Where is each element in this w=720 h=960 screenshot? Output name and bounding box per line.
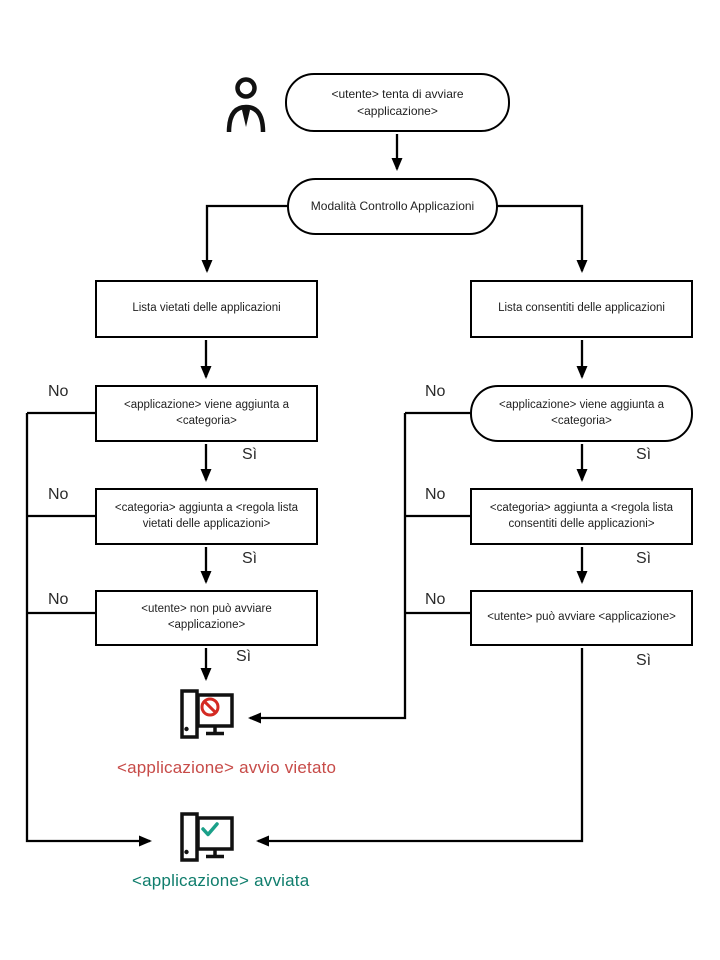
label-yes-allow-rule: Sì (636, 550, 652, 567)
label-yes-deny-rule: Sì (242, 550, 258, 567)
label-no-deny-rule: No (48, 486, 69, 503)
connector-mode-to-denylist (207, 206, 288, 271)
label-yes-deny-user: Sì (236, 648, 252, 665)
caption-blocked: <applicazione> avvio vietato (117, 758, 337, 777)
node-mode: Modalità Controllo Applicazioni (287, 178, 498, 235)
prohibition-icon (202, 699, 218, 715)
label-no-allow-category: No (425, 383, 446, 400)
node-deny-rule: <categoria> aggiunta a <regola lista vietati delle applicazioni> (95, 488, 318, 545)
node-denylist: Lista vietati delle applicazioni (95, 280, 318, 338)
node-start: <utente> tenta di avviare <applicazione> (285, 73, 510, 132)
node-allow-rule: <categoria> aggiunta a <regola lista consentiti delle applicazioni> (470, 488, 693, 545)
user-icon (229, 80, 263, 133)
node-deny-user: <utente> non può avviare <applicazione> (95, 590, 318, 646)
label-no-deny-category: No (48, 383, 69, 400)
connector-allow-user-to-launched (258, 648, 582, 841)
node-deny-category: <applicazione> viene aggiunta a <categoria> (95, 385, 318, 442)
label-yes-deny-category: Sì (242, 446, 258, 463)
node-allowlist: Lista consentiti delle applicazioni (470, 280, 693, 338)
launched-computer-icon (182, 814, 232, 860)
label-no-deny-user: No (48, 591, 69, 608)
label-yes-allow-user: Sì (636, 652, 652, 669)
node-allow-user: <utente> può avviare <applicazione> (470, 590, 693, 646)
label-no-allow-user: No (425, 591, 446, 608)
caption-launched: <applicazione> avviata (132, 871, 310, 890)
connector-mode-to-allowlist (497, 206, 582, 271)
label-yes-allow-category: Sì (636, 446, 652, 463)
connector-no-right-to-blocked (250, 413, 405, 718)
blocked-computer-icon (182, 691, 232, 737)
label-no-allow-rule: No (425, 486, 446, 503)
node-allow-category: <applicazione> viene aggiunta a <categoria> (470, 385, 693, 442)
